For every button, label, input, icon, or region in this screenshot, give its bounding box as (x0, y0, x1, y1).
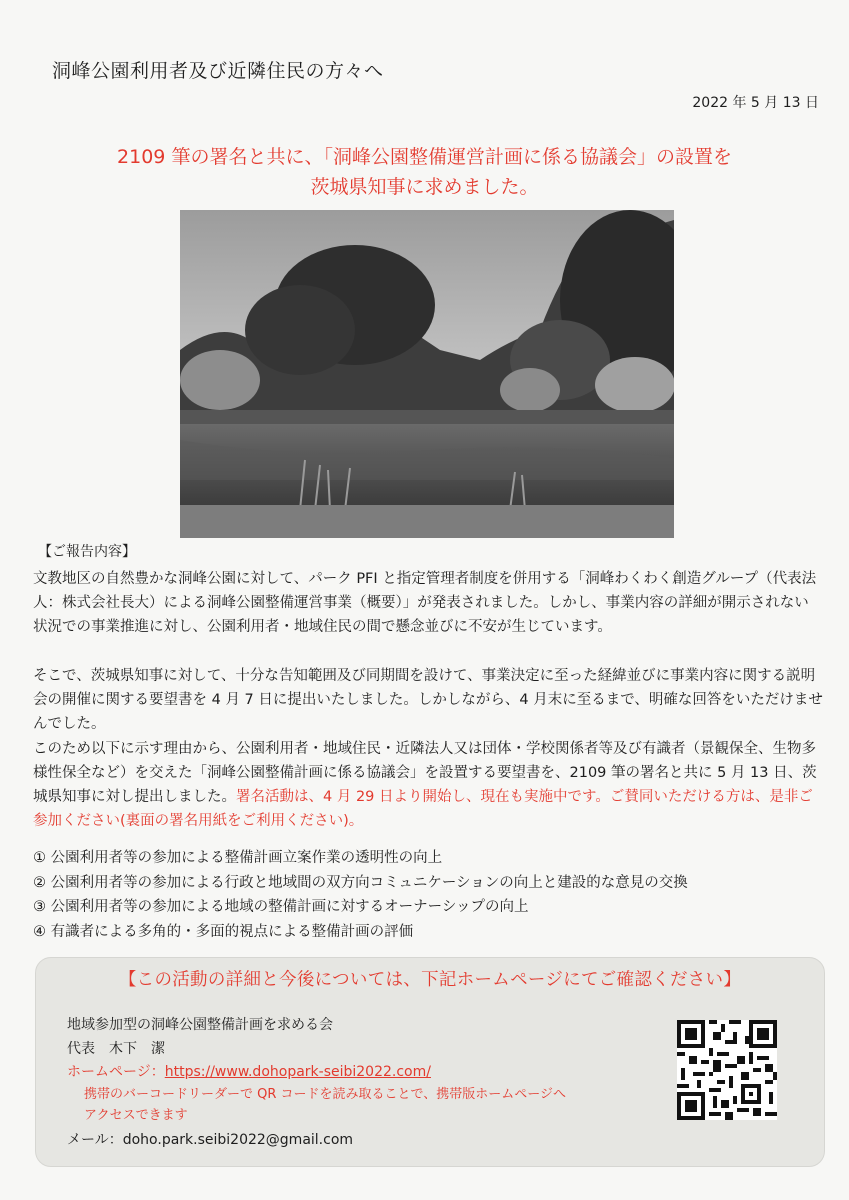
headline (0, 142, 849, 202)
qr-code-icon[interactable] (677, 1020, 777, 1120)
report-paragraph-2: そこで、茨城県知事に対して、十分な告知範囲及び同期間を設けて、事業決定に至った経緯並びに事業内容に関する説明会の開催に関する要望書を 4 月 7 日に提出いたしました。しかしながら、4 月末に至るまで、明確な回答をいただけませんでした。 (33, 668, 823, 732)
reason-item-1: ① 公園利用者等の参加による整備計画立案作業の透明性の向上 (33, 850, 443, 866)
signature-campaign-note: 署名活動は、4 月 29 日より開始し、現在も実施中です。ご賛同いただける方は、是非ご参加ください(裏面の署名用紙をご利用ください)。 (33, 789, 813, 829)
reason-item-3: ③ 公園利用者等の参加による地域の整備計画に対するオーナーシップの向上 (33, 899, 529, 915)
reason-item-2: ② 公園利用者等の参加による行政と地域間の双方向コミュニケーションの向上と建設的な意見の交換 (33, 874, 688, 891)
qr-note-line-1: 携帯のバーコードリーダーで QR コードを読み取ることで、携帯版ホームページへ (84, 1087, 567, 1102)
park-pond-image (180, 210, 674, 538)
representative-name: 代表 木下 潔 (67, 1041, 165, 1057)
homepage-line (67, 1061, 431, 1081)
headline-line-2: 茨城県知事に求めました。 (310, 176, 539, 198)
qr-code-note (84, 1084, 604, 1126)
report-section-label: 【ご報告内容】 (38, 544, 136, 560)
info-box-title: 【この活動の詳細と今後については、下記ホームページにてご確認ください】 (118, 970, 742, 990)
reasons-list (33, 846, 823, 944)
salutation: 洞峰公園利用者及び近隣住民の方々へ (52, 60, 384, 82)
organization-name: 地域参加型の洞峰公園整備計画を求める会 (67, 1017, 333, 1033)
contact-info-box (35, 957, 825, 1167)
homepage-label: ホームページ： (67, 1064, 165, 1080)
report-paragraph-1: 文教地区の自然豊かな洞峰公園に対して、パーク PFI と指定管理者制度を併用する「洞峰わくわく創造グループ（代表法人：株式会社長大）による洞峰公園整備運営事業（概要）」が発表されました。しかし、事業内容の詳細が開示されない状況での事業推進に対し、公園利用者・地域住民の間で懸念並びに不安が生じています。 (33, 571, 817, 635)
document-date: 2022 年 5 月 13 日 (692, 95, 819, 111)
reason-item-4: ④ 有識者による多角的・多面的視点による整備計画の評価 (33, 923, 414, 940)
park-pond-photo (180, 210, 674, 538)
homepage-link[interactable]: https://www.dohopark-seibi2022.com/ (164, 1064, 431, 1080)
qr-code-graphic (677, 1020, 777, 1120)
email-address: メール：doho.park.seibi2022@gmail.com (67, 1132, 354, 1148)
headline-line-1: 2109 筆の署名と共に、「洞峰公園整備運営計画に係る協議会」の設置を (117, 146, 732, 168)
report-paragraph-3-main: このため以下に示す理由から、公園利用者・地域住民・近隣法人又は団体・学校関係者等及び有識者（景観保全、生物多様性保全など）を交えた「洞峰公園整備計画に係る協議会」を設置する要望書を、2109 筆の署名と共に 5 月 13 日、茨城県知事に対し提出しました。 (33, 741, 817, 805)
qr-note-line-2: アクセスできます (84, 1108, 188, 1123)
report-paragraph-3 (33, 737, 823, 833)
